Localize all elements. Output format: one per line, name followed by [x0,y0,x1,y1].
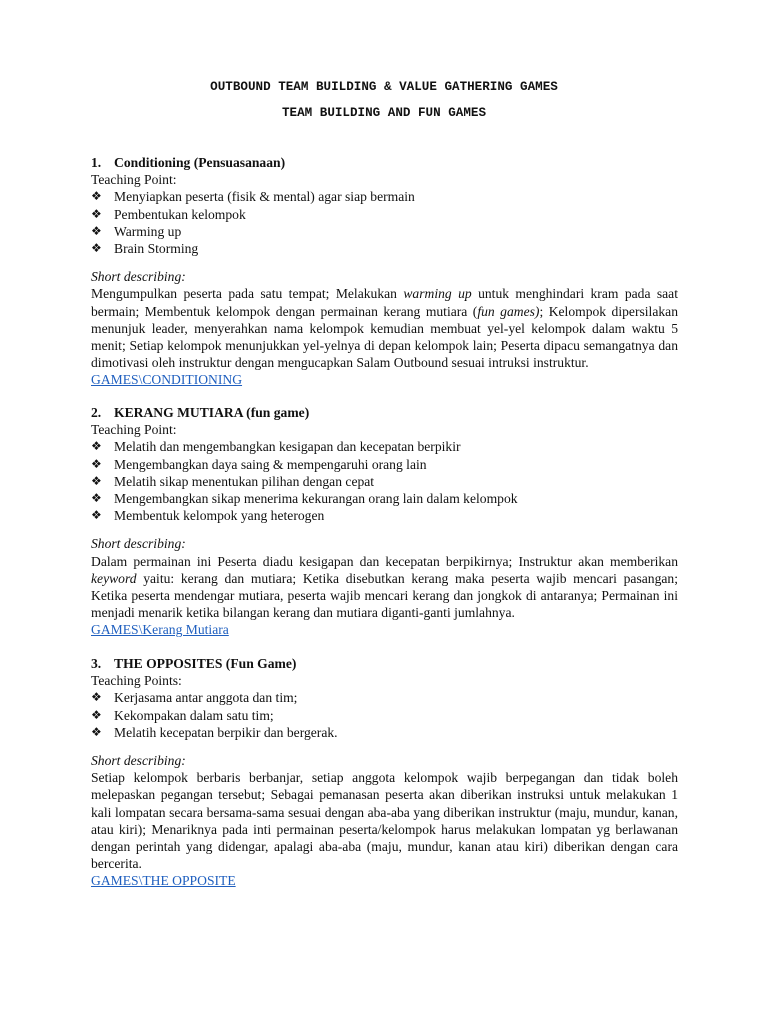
section-conditioning [91,154,678,389]
diamond-bullet-icon: ❖ [91,223,102,238]
diamond-bullet-icon: ❖ [91,508,102,523]
section-description: Dalam permainan ini Peserta diadu kesigapan dan kecepatan berpikirnya; Instruktur akan memberikan keyword yaitu: kerang dan mutiara; Ketika disebutkan kerang maka peserta wajib mencari pasangan; Ketika peserta mendengar mutiara, peserta wajib mencari kerang dan jongkok di antaranya; Permainan ini menjadi menarik ketika bilangan kerang dan mutiara diganti-ganti jumlahnya. [91,553,678,621]
diamond-bullet-icon: ❖ [91,456,102,471]
section-heading [91,404,678,421]
document-title: OUTBOUND TEAM BUILDING & VALUE GATHERING GAMES [210,80,558,94]
short-describing-label: Short describing: [91,269,186,285]
section-the-opposites [91,655,678,890]
section-number: 1. [91,155,102,170]
list-item: ❖ Melatih kecepatan berpikir dan bergerak. [91,724,338,740]
section-number: 2. [91,405,102,420]
list-item: ❖ Mengembangkan daya saing & mempengaruhi orang lain [91,456,427,472]
diamond-bullet-icon: ❖ [91,473,102,488]
document-subtitle: TEAM BUILDING AND FUN GAMES [281,106,487,120]
games-link-kerang-mutiara[interactable]: GAMES\Kerang Mutiara [91,622,229,638]
diamond-bullet-icon: ❖ [91,690,102,705]
diamond-bullet-icon: ❖ [91,241,102,256]
section-heading [91,154,678,171]
teaching-point-list [91,188,678,257]
diamond-bullet-icon: ❖ [91,707,102,722]
list-item: ❖ Membentuk kelompok yang heterogen [91,508,325,524]
list-item: ❖ Warming up [91,223,182,239]
teaching-point-label: Teaching Point: [91,172,177,188]
section-number: 3. [91,656,102,671]
diamond-bullet-icon: ❖ [91,439,102,454]
teaching-point-label: Teaching Point: [91,422,177,438]
teaching-point-list [91,438,678,524]
section-title: KERANG MUTIARA (fun game) [114,405,310,420]
section-title: THE OPPOSITES (Fun Game) [114,656,297,671]
section-description: Setiap kelompok berbaris berbanjar, setiap anggota kelompok wajib berpegangan dan tidak boleh melepaskan pegangan tersebut; Sebagai pemanasan peserta akan diberikan instruksi untuk melakukan 1 kali lompatan secara bersama-sama sesuai dengan aba-aba yang diberikan instruktur (maju, mundur, kanan, atau kiri); Menariknya pada inti permainan peserta/kelompok harus melakukan lompatan yg berlawanan dengan perintah yang didengar, apalagi aba-aba (maju, mundur, kanan atau kiri) diberikan dengan cara bercerita. [91,770,678,872]
list-item: ❖ Brain Storming [91,241,199,257]
list-item: ❖ Melatih dan mengembangkan kesigapan dan kecepatan berpikir [91,439,461,455]
diamond-bullet-icon: ❖ [91,206,102,221]
teaching-point-list [91,689,678,741]
section-title: Conditioning (Pensuasanaan) [114,155,286,170]
list-item: ❖ Pembentukan kelompok [91,206,246,222]
short-describing-label: Short describing: [91,536,186,552]
section-description: Mengumpulkan peserta pada satu tempat; Melakukan warming up untuk menghindari kram pada saat bermain; Membentuk kelompok dengan permainan kerang mutiara (fun games); Kelompok dipersilakan menunjuk leader, menyerahkan nama kelompok kemudian membuat yel-yel kelompok dalam waktu 5 menit; Setiap kelompok menunjukkan yel-yelnya di depan kelompok lain; Peserta dipacu semangatnya dan dimotivasi oleh instruktur dengan mengucapkan Salam Outbound sesuai intruksi instruktur. [91,286,678,371]
games-link-the-opposite[interactable]: GAMES\THE OPPOSITE [91,873,236,889]
games-link-conditioning[interactable]: GAMES\CONDITIONING [91,372,243,388]
section-heading [91,655,678,672]
section-kerang-mutiara [91,404,678,639]
short-describing-label: Short describing: [91,753,186,769]
diamond-bullet-icon: ❖ [91,491,102,506]
diamond-bullet-icon: ❖ [91,724,102,739]
list-item: ❖ Menyiapkan peserta (fisik & mental) agar siap bermain [91,189,415,205]
teaching-point-label: Teaching Points: [91,673,182,689]
list-item: ❖ Mengembangkan sikap menerima kekurangan orang lain dalam kelompok [91,491,518,507]
list-item: ❖ Melatih sikap menentukan pilihan dengan cepat [91,473,375,489]
list-item: ❖ Kekompakan dalam satu tim; [91,707,274,723]
list-item: ❖ Kerjasama antar anggota dan tim; [91,690,298,706]
diamond-bullet-icon: ❖ [91,189,102,204]
